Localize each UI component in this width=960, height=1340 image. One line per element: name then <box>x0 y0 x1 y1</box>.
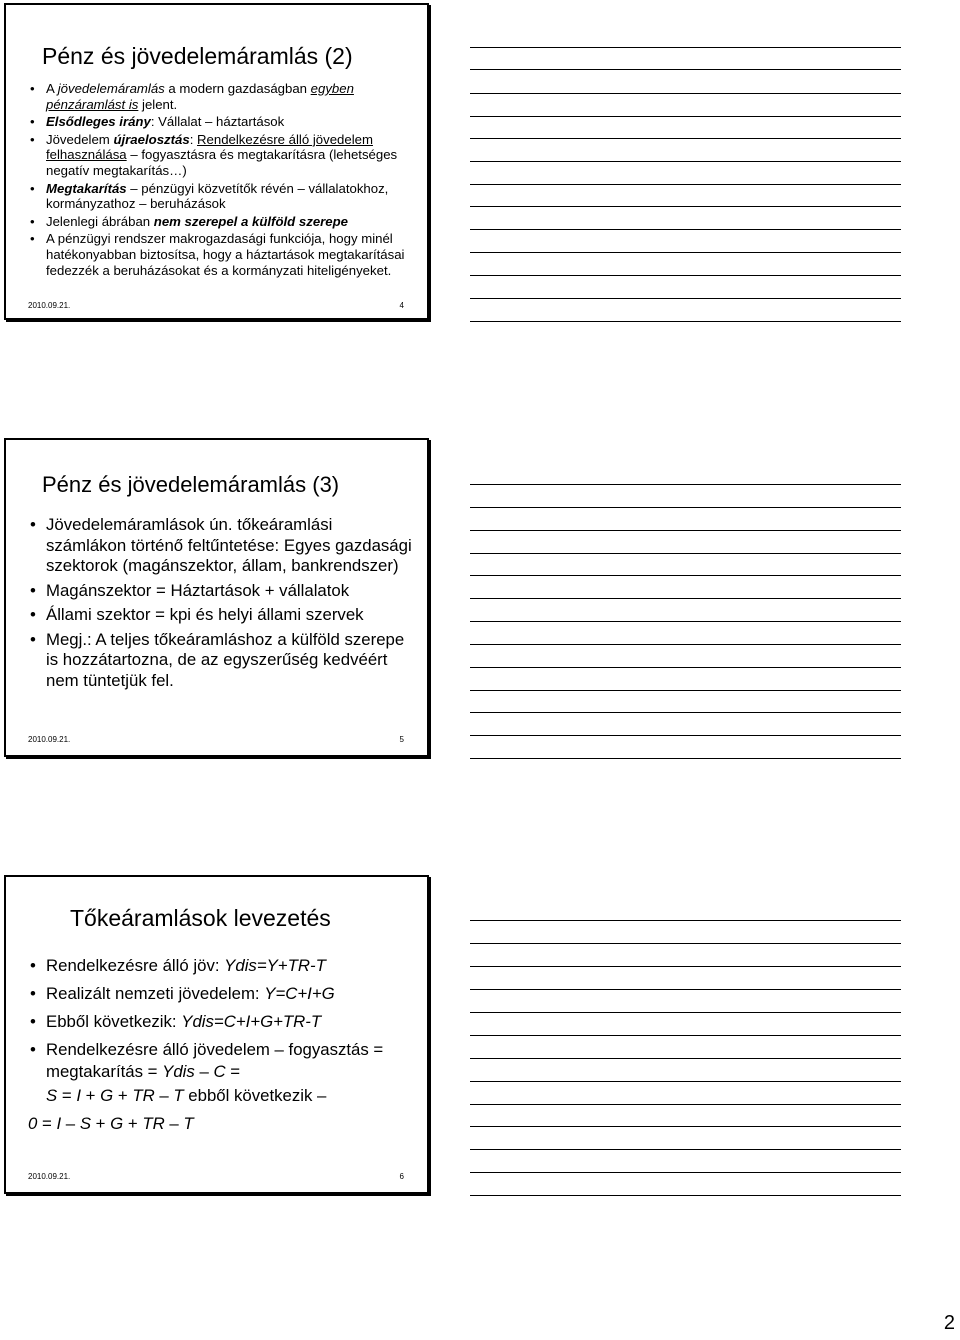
text-run: egyben pénzáramlást is <box>46 81 354 112</box>
note-line <box>470 275 901 276</box>
note-line <box>470 1149 901 1150</box>
text-run: : <box>189 131 198 147</box>
slide-4 <box>4 3 429 320</box>
equation-line-2 <box>28 1114 194 1134</box>
note-line <box>470 690 901 691</box>
note-line <box>470 93 901 94</box>
text-run: Jövedelemáramlások ún. tőkeáramlási számlákon történő feltűntetése: Egyes gazdasági szektorok (magánszektor, állam, bankrendszer) <box>46 515 412 575</box>
note-line <box>470 735 901 736</box>
bullet-item <box>28 983 415 1005</box>
note-line <box>470 47 901 48</box>
text-run: – <box>164 1114 184 1133</box>
text-run: : Vállalat – háztartások <box>150 114 285 130</box>
text-run: A <box>46 81 58 96</box>
text-run: Rendelkezésre álló jövedelem – fogyasztás = megtakarítás = <box>46 1040 384 1081</box>
note-line <box>470 252 901 253</box>
slide-5 <box>4 438 429 757</box>
note-line <box>470 989 901 990</box>
note-line <box>470 116 901 117</box>
text-run: Y=C+I+G <box>264 984 335 1003</box>
note-line <box>470 943 901 944</box>
slide-date: 2010.09.21. <box>28 1172 71 1181</box>
note-line <box>470 966 901 967</box>
note-line <box>470 1195 901 1196</box>
note-line <box>470 229 901 230</box>
note-line <box>470 920 901 921</box>
text-run: ebből következik – <box>183 1086 327 1105</box>
bullet-item <box>28 214 415 230</box>
bullet-item <box>28 114 415 130</box>
note-line <box>470 184 901 185</box>
text-run: Magánszektor = Háztartások + vállalatok <box>46 580 350 600</box>
text-run: = <box>57 1086 77 1105</box>
text-run: TR <box>132 1086 155 1105</box>
text-run: Ebből következik: <box>46 1012 182 1031</box>
text-run: Ydis=C+I+G+TR-T <box>181 1012 322 1031</box>
text-run: G <box>100 1086 114 1105</box>
text-run: + <box>113 1086 133 1105</box>
note-line <box>470 1104 901 1105</box>
page-number: 2 <box>943 1312 955 1334</box>
note-line <box>470 1012 901 1013</box>
text-run: – <box>154 1086 174 1105</box>
text-run: C <box>213 1062 226 1081</box>
text-run: Ydis <box>162 1062 195 1081</box>
text-run: + <box>91 1114 111 1133</box>
text-run: I <box>76 1086 81 1105</box>
note-line <box>470 1058 901 1059</box>
text-run: I <box>56 1114 62 1133</box>
text-run: Realizált nemzeti jövedelem: <box>46 984 265 1003</box>
note-line <box>470 621 901 622</box>
bullet-item <box>28 1011 415 1033</box>
text-run: T <box>173 1086 184 1105</box>
text-run: G <box>110 1114 124 1133</box>
note-line <box>470 484 901 485</box>
note-line <box>470 1035 901 1036</box>
text-run: – <box>194 1062 214 1081</box>
bullet-list <box>28 81 415 280</box>
text-run: Megtakarítás <box>46 180 127 196</box>
slide-number: 5 <box>399 735 404 744</box>
bullet-item <box>28 581 415 602</box>
bullet-item <box>28 132 415 179</box>
text-run: + <box>81 1086 101 1105</box>
text-run: Állami szektor = kpi és helyi állami szervek <box>46 605 364 624</box>
note-line <box>470 69 901 70</box>
text-run: Rendelkezésre álló jöv: <box>46 956 225 975</box>
bullet-list <box>28 515 415 695</box>
slide-date: 2010.09.21. <box>28 301 71 310</box>
slide-number: 6 <box>399 1172 404 1181</box>
text-run: a modern gazdaságban <box>164 81 311 96</box>
bullet-item <box>28 955 415 977</box>
slide-title: Pénz és jövedelemáramlás (2) <box>42 43 353 69</box>
bullet-item <box>28 1039 415 1083</box>
bullet-list <box>28 955 415 1089</box>
text-run: = <box>225 1062 241 1081</box>
text-run: Jövedelem <box>46 131 114 147</box>
bullet-item <box>28 81 415 112</box>
note-line <box>470 1172 901 1173</box>
text-run: – pénzügyi közvetítők révén – vállalatokhoz, kormányzathoz – beruházások <box>46 180 389 212</box>
text-run: Ydis=Y+TR-T <box>224 956 326 975</box>
slide-number: 4 <box>399 301 404 310</box>
text-run: – fogyasztásra és megtakarításra (lehetséges negatív megtakarítás…) <box>46 147 398 178</box>
text-run: – <box>61 1114 80 1133</box>
bullet-item <box>28 630 415 692</box>
note-line <box>470 206 901 207</box>
note-line <box>470 530 901 531</box>
note-line <box>470 712 901 713</box>
slide-date: 2010.09.21. <box>28 735 71 744</box>
text-run: jövedelemáramlás <box>57 81 165 96</box>
text-run: T <box>183 1114 194 1133</box>
text-run: = <box>37 1114 57 1133</box>
note-line <box>470 507 901 508</box>
text-run: Rendelkezésre álló jövedelem felhasználása <box>46 131 373 163</box>
text-run: S <box>46 1086 58 1105</box>
text-run: Megj.: A teljes tőkeáramláshoz a külföld szerepe is hozzátartozna, de az egyszerűség kedvéért nem tüntetjük fel. <box>46 629 405 690</box>
text-run: Elsődleges irány <box>46 114 151 130</box>
slide-6 <box>4 875 429 1194</box>
text-run: + <box>123 1114 143 1133</box>
equation-line-1 <box>46 1086 326 1106</box>
bullet-item <box>28 515 415 577</box>
text-run: Jelenlegi ábrában <box>46 213 154 229</box>
text-run: 0 <box>28 1114 38 1133</box>
note-line <box>470 161 901 162</box>
note-line <box>470 138 901 139</box>
slide-title: Pénz és jövedelemáramlás (3) <box>42 472 340 497</box>
note-line <box>470 598 901 599</box>
note-line <box>470 1081 901 1082</box>
text-run: S <box>79 1114 92 1133</box>
text-run: nem szerepel a külföld szerepe <box>153 213 349 229</box>
text-run: TR <box>142 1114 165 1133</box>
note-line <box>470 553 901 554</box>
bullet-item <box>28 181 415 212</box>
bullet-item <box>28 605 415 626</box>
note-line <box>470 758 901 759</box>
text-run: A pénzügyi rendszer makrogazdasági funkciója, hogy minél hatékonyabban biztosítsa, hogy a háztartások megtakarításai fedezzék a beruházásokat és a kormányzati hiteligényeket. <box>46 231 405 278</box>
note-line <box>470 575 901 576</box>
slide-title: Tőkeáramlások levezetés <box>70 905 331 931</box>
text-run: újraelosztás <box>113 131 190 147</box>
note-line <box>470 644 901 645</box>
note-line <box>470 321 901 322</box>
note-line <box>470 298 901 299</box>
note-line <box>470 1126 901 1127</box>
note-line <box>470 667 901 668</box>
text-run: jelent. <box>138 96 178 112</box>
bullet-item <box>28 231 415 278</box>
